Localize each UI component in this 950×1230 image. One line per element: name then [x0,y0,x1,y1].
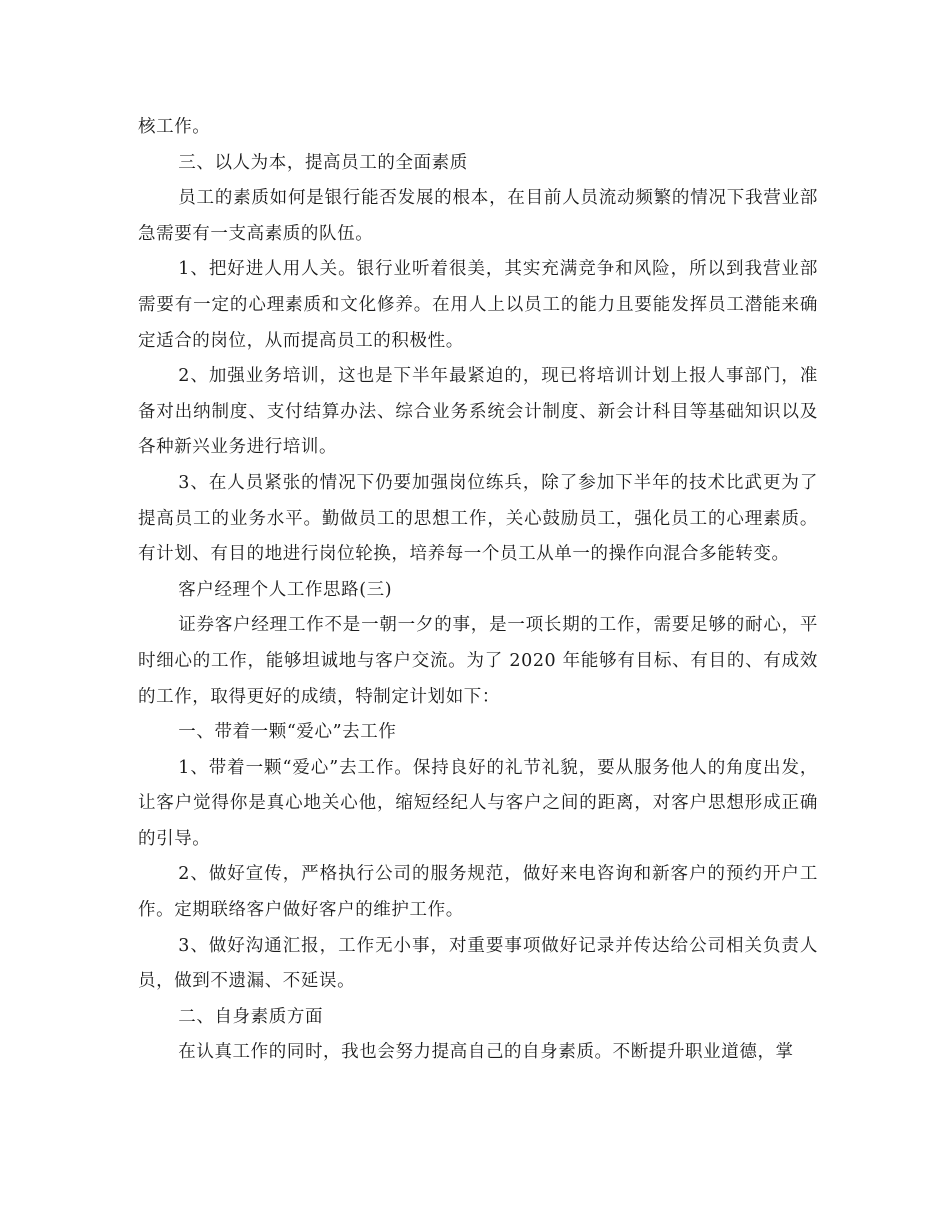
paragraph: 1、带着一颗“爱心”去工作。保持良好的礼节礼貌，要从服务他人的角度出发，让客户觉得你是真心地关心他，缩短经纪人与客户之间的距离，对客户思想形成正确的引导。 [138,757,818,849]
paragraph: 员工的素质如何是银行能否发展的根本，在目前人员流动频繁的情况下我营业部急需要有一支高素质的队伍。 [138,188,818,244]
section-heading: 客户经理个人工作思路(三) [178,579,393,600]
section-heading: 三、以人为本，提高员工的全面素质 [178,152,468,173]
paragraph: 1、把好进人用人关。银行业听着很美，其实充满竞争和风险，所以到我营业部需要有一定的心理素质和文化修养。在用人上以员工的能力且要能发挥员工潜能来确定适合的岗位，从而提高员工的积极性。 [138,259,818,351]
document-page [138,110,818,1071]
paragraph: 2、加强业务培训，这也是下半年最紧迫的，现已将培训计划上报人事部门，准备对出纳制度、支付结算办法、综合业务系统会计制度、新会计科目等基础知识以及各种新兴业务进行培训。 [138,366,818,458]
section-heading: 一、带着一颗“爱心”去工作 [178,722,397,743]
paragraph: 3、在人员紧张的情况下仍要加强岗位练兵，除了参加下半年的技术比武更为了提高员工的业务水平。勤做员工的思想工作，关心鼓励员工，强化员工的心理素质。有计划、有目的地进行岗位轮换，培养每一个员工从单一的操作向混合多能转变。 [138,472,818,565]
paragraph: 证券客户经理工作不是一朝一夕的事，是一项长期的工作，需要足够的耐心，平时细心的工作，能够坦诚地与客户交流。为了 2020 年能够有目标、有目的、有成效的工作，取得更好的成绩，特制定计划如下： [138,615,818,707]
section-heading: 二、自身素质方面 [178,1006,324,1027]
paragraph: 3、做好沟通汇报，工作无小事，对重要事项做好记录并传达给公司相关负责人员，做到不遗漏、不延误。 [138,935,818,992]
paragraph: 2、做好宣传，严格执行公司的服务规范，做好来电咨询和新客户的预约开户工作。定期联络客户做好客户的维护工作。 [138,864,818,921]
paragraph: 核工作。 [138,117,211,137]
paragraph: 在认真工作的同时，我也会努力提高自己的自身素质。不断提升职业道德，掌 [178,1042,794,1063]
